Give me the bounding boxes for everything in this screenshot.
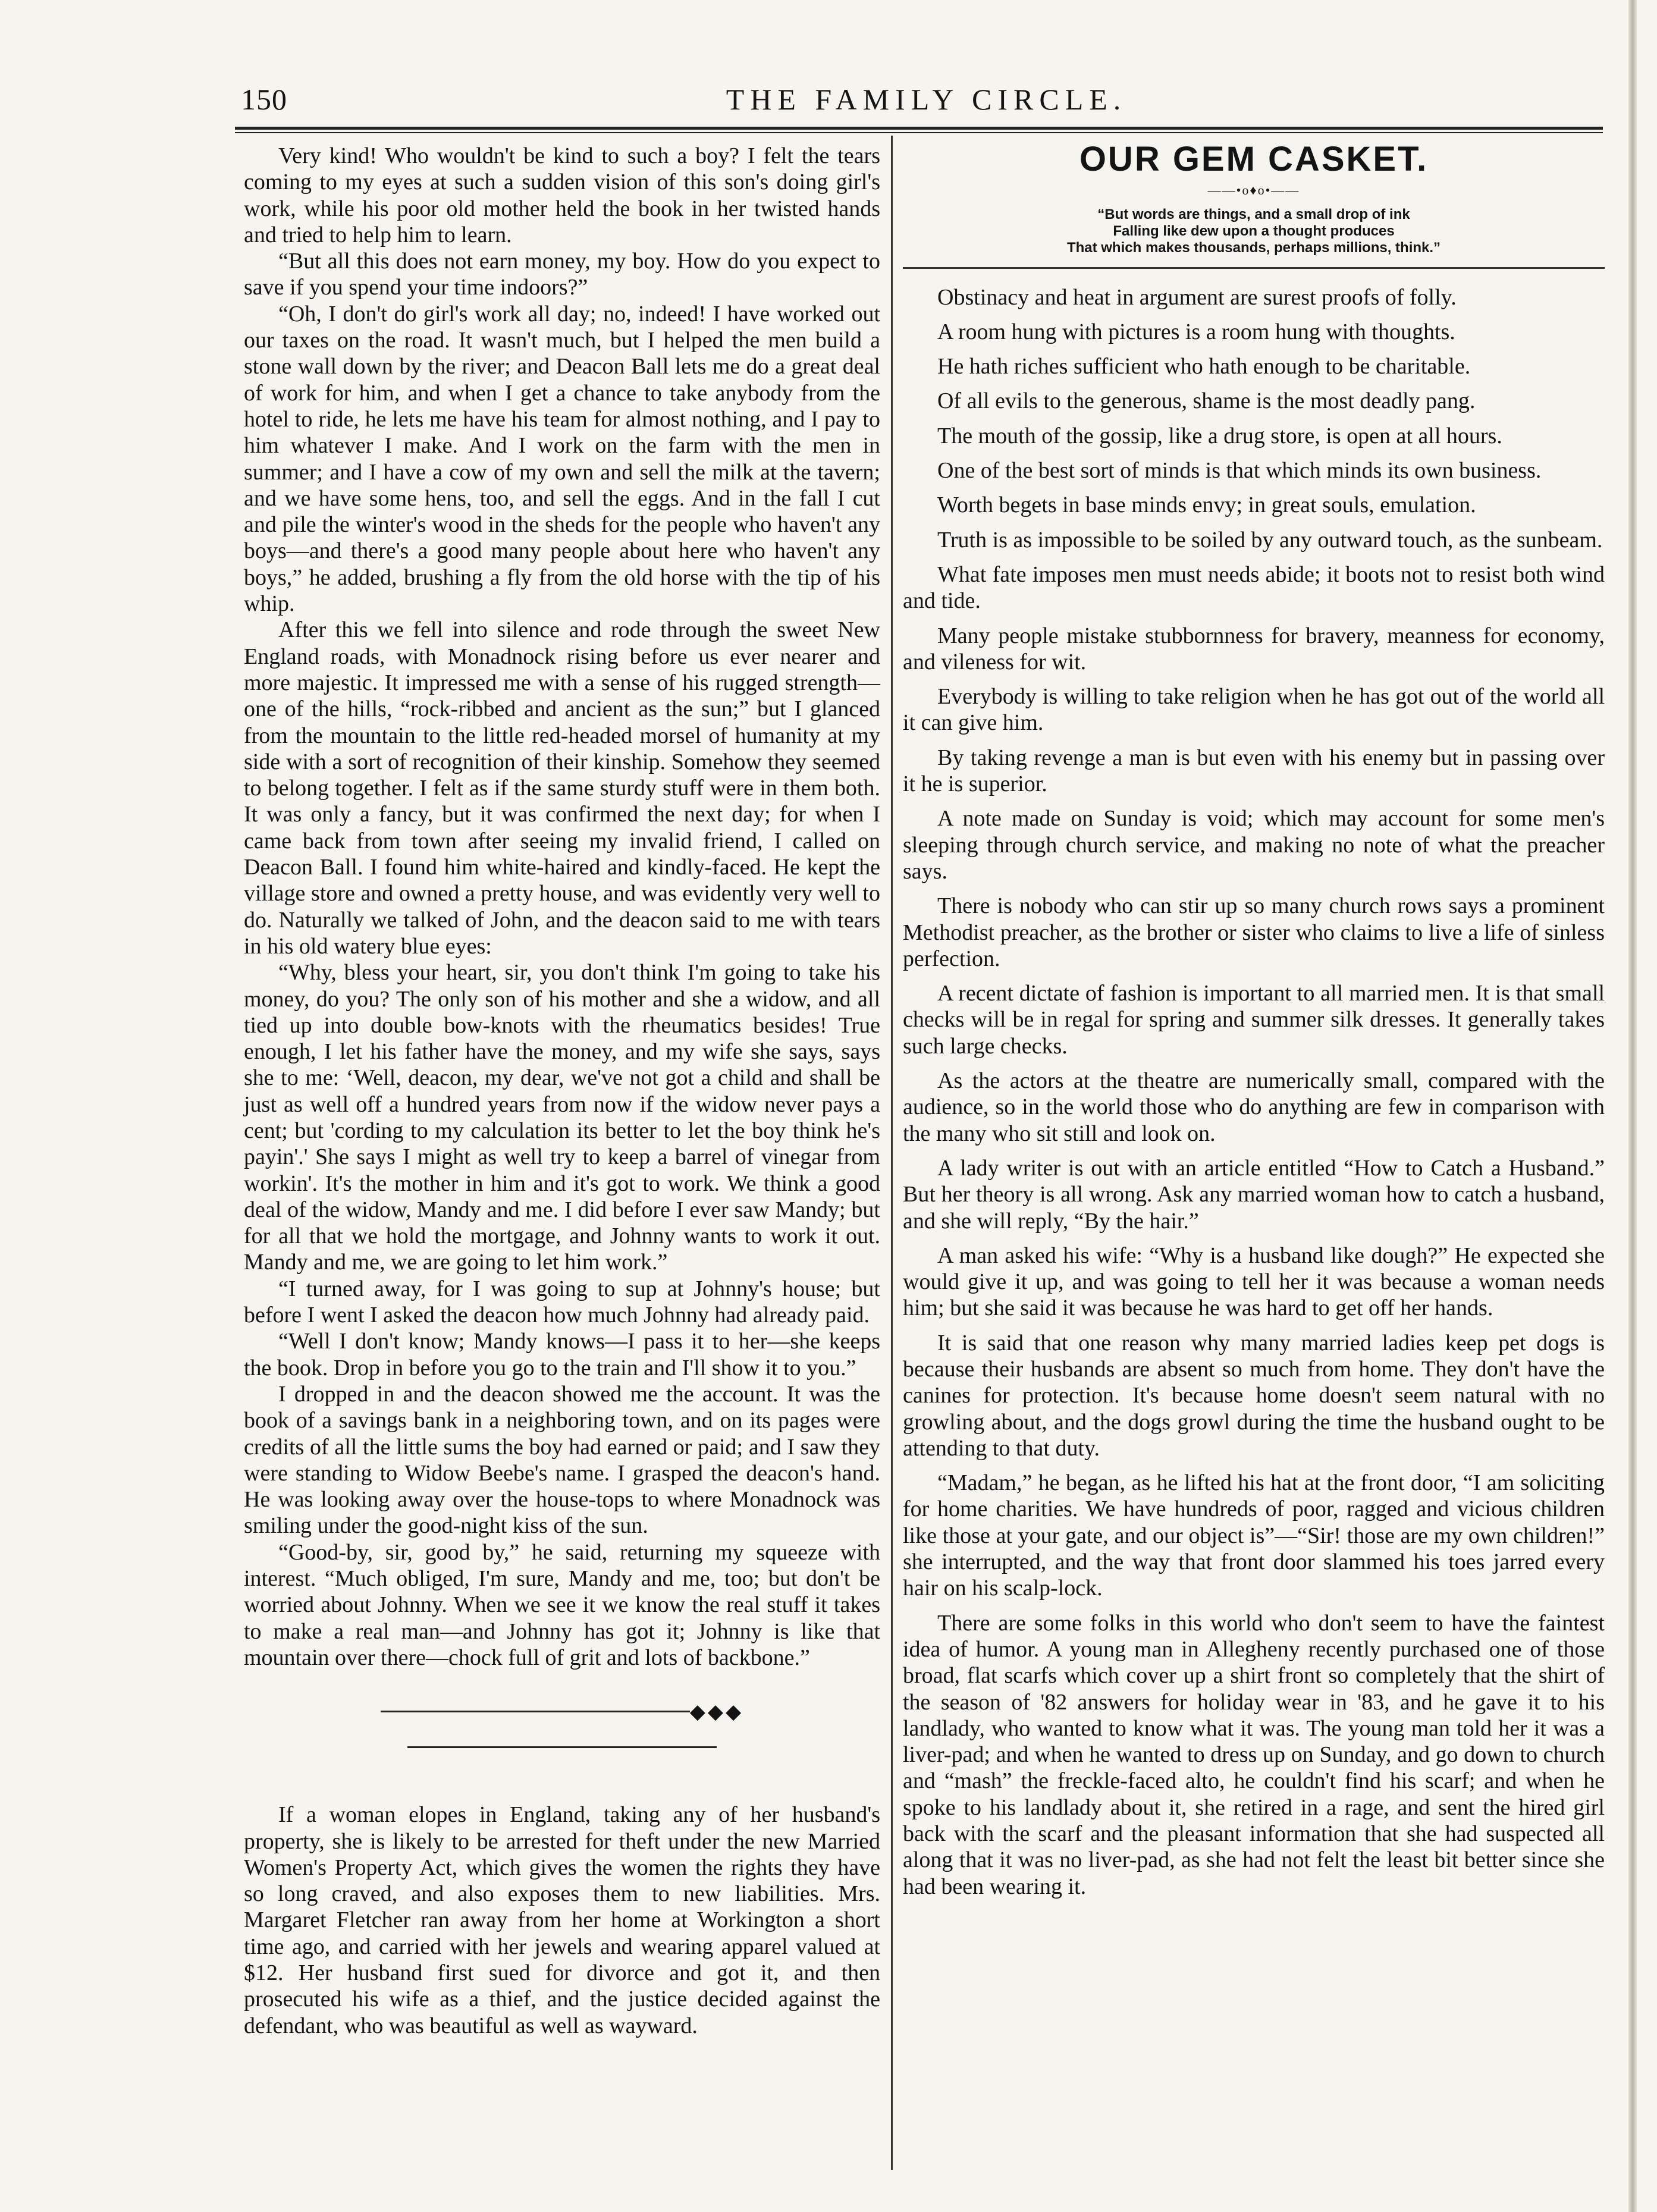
header-rule — [235, 127, 1603, 133]
gem-item: It is said that one reason why many married ladies keep pet dogs is because their husbands are absent so much from home. They don't have the canines for protection. It's because home doesn't seem natural with no growling about, and the dogs growl during the time the husband ought to be attending to that duty. — [903, 1330, 1605, 1461]
gem-item: A man asked his wife: “Why is a husband like dough?” He expected she would give it up, and was going to tell her it was because a woman needs him; but she said it was because he was hard to get off her hands. — [903, 1243, 1605, 1321]
gem-item: As the actors at the theatre are numerically small, compared with the audience, so in the world those who do anything are few in comparison with the many who sit still and look on. — [903, 1068, 1605, 1146]
epigraph — [903, 206, 1605, 256]
gem-item: What fate imposes men must needs abide; it boots not to resist both wind and tide. — [903, 561, 1605, 614]
running-header — [241, 82, 1612, 124]
story-paragraph: “I turned away, for I was going to sup at Johnny's house; but before I went I asked the deacon how much Johnny had already paid. — [244, 1276, 880, 1328]
gem-item: The mouth of the gossip, like a drug store, is open at all hours. — [937, 423, 1502, 448]
page-edge — [1628, 0, 1637, 2212]
right-column — [903, 140, 1605, 1908]
gem-item: Obstinacy and heat in argument are surest proofs of folly. — [937, 284, 1457, 310]
gem-item: Truth is as impossible to be soiled by any outward touch, as the sunbeam. — [937, 527, 1603, 553]
running-title: THE FAMILY CIRCLE. — [726, 83, 1127, 116]
title-ornament: ——•o♦o•—— — [1207, 183, 1300, 198]
story-paragraph: “Well I don't know; Mandy knows—I pass it to her—she keeps the book. Drop in before you go to the train and I'll show it to you.” — [244, 1329, 880, 1380]
gem-rule — [903, 267, 1605, 269]
gem-item: Worth begets in base minds envy; in great souls, emulation. — [937, 492, 1476, 518]
gem-list — [903, 284, 1605, 1900]
gem-item: One of the best sort of minds is that which minds its own business. — [937, 458, 1542, 484]
story-paragraph: “Oh, I don't do girl's work all day; no, indeed! I have worked out our taxes on the road. It wasn't much, but I helped the men build a stone wall down by the river; and Deacon Ball lets me do a great deal of work for him, and when I get a chance to take anybody from the hotel to ride, he lets me have his team for almost nothing, and I pay to him whatever I make. And I work on the farm with the men in summer; and I have a cow of my own and sell the milk at the tavern; and we have some hens, too, and sell the eggs. And in the fall I cut and pile the winter's wood in the sheds for the people who haven't any boys—and there's a good many people about here who haven't any boys,” he added, brushing a fly from the old horse with the tip of his whip. — [244, 301, 880, 617]
story-paragraph: After this we fell into silence and rode through the sweet New England roads, with Monadnock rising before us ever nearer and more majestic. It impressed me with a sense of his rugged strength—one of the hills, “rock-ribbed and ancient as the sun;” but I glanced from the mountain to the little red-headed morsel of humanity at my side with a sort of recognition of their kinship. Somehow they seemed to belong together. I felt as if the same sturdy stuff were in them both. It was only a fancy, but it was confirmed the next day; for when I came back from town after seeing my invalid friend, I called on Deacon Ball. I found him white-haired and kindly-faced. He kept the village store and owned a pretty house, and was evidently very well to do. Naturally we talked of John, and the deacon said to me with tears in his old watery blue eyes: — [244, 617, 880, 959]
epigraph-line: “But words are things, and a small drop of ink — [1097, 206, 1410, 222]
gem-item: A recent dictate of fashion is important to all married men. It is that small checks will be in regal for spring and summer silk dresses. It generally takes such large checks. — [903, 981, 1605, 1059]
gem-casket-title: OUR GEM CASKET. — [1079, 140, 1429, 178]
epigraph-line: That which makes thousands, perhaps millions, think.” — [1066, 239, 1441, 256]
news-paragraph: If a woman elopes in England, taking any of her husband's property, she is likely to be arrested for theft under the new Married Women's Property Act, which gives the women the rights they have so long craved, and also exposes them to new liabilities. Mrs. Margaret Fletcher ran away from her home at Workington a short time ago, and carried with her jewels and wearing apparel valued at $12. Her husband first sued for divorce and got it, and then prosecuted his wife as a thief, and the justice decided against the defendant, who was beautiful as well as wayward. — [244, 1802, 880, 2038]
gem-item: “Madam,” he began, as he lifted his hat at the front door, “I am soliciting for home charities. We have hundreds of poor, ragged and vicious children like those at your gate, and our object is”—“Sir! those are my own children!” she interrupted, and the way that front door slammed his toes jarred every hair on his scalp-lock. — [903, 1470, 1605, 1601]
section-separator — [244, 1695, 880, 1766]
gem-item: He hath riches sufficient who hath enough to be charitable. — [937, 354, 1471, 379]
story-paragraph: “Why, bless your heart, sir, you don't think I'm going to take his money, do you? The only son of his mother and she a widow, and all tied up into double bow-knots with the rheumatics besides! True enough, I let his father have the money, and my wife she says, says she to me: ‘Well, deacon, my dear, we've not got a child and shall be just as well off a hundred years from now if the widow never pays a cent; but 'cording to my calculation its better to let the boy think he's payin'.' She says I might as well try to keep a barrel of vinegar from workin'. It's the mother in him and it's got to work. We think a good deal of the widow, Mandy and me. I did before I ever saw Mandy; but for all that we hold the mortgage, and Johnny wants to work it out. Mandy and me, we are going to let him work.” — [244, 960, 880, 1275]
gem-item: Of all evils to the generous, shame is the most deadly pang. — [937, 388, 1476, 414]
gem-item: By taking revenge a man is but even with his enemy but in passing over it he is superior. — [903, 745, 1605, 797]
story-paragraph: I dropped in and the deacon showed me the account. It was the book of a savings bank in a neighboring town, and on its pages were credits of all the little sums the boy had earned or paid; and I saw they were standing to Widow Beebe's name. I grasped the deacon's hand. He was looking away over the house-tops to where Monadnock was smiling under the good-night kiss of the sun. — [244, 1381, 880, 1539]
gem-item: Many people mistake stubbornness for bravery, meanness for economy, and vileness for wit. — [903, 623, 1605, 674]
page-number: 150 — [241, 83, 287, 116]
gem-item: A note made on Sunday is void; which may account for some men's sleeping through church service, and making no note of what the preacher says. — [903, 806, 1605, 884]
gem-item: Everybody is willing to take religion when he has got out of the world all it can give him. — [903, 684, 1605, 736]
gem-item: A lady writer is out with an article entitled “How to Catch a Husband.” But her theory is all wrong. Ask any married woman how to catch a husband, and she will reply, “By the hair.” — [903, 1155, 1605, 1234]
epigraph-line: Falling like dew upon a thought produces — [1113, 222, 1395, 239]
story-paragraph: “Good-by, sir, good by,” he said, returning my squeeze with interest. “Much obliged, I'm sure, Mandy and me, too; but don't be worried about Johnny. When we see it we know the real stuff it takes to make a real man—and Johnny has got it; Johnny is like that mountain over there—chock full of grit and lots of backbone.” — [244, 1539, 880, 1670]
gem-item: There are some folks in this world who don't seem to have the faintest idea of humor. A young man in Allegheny recently purchased one of those broad, flat scarfs which cover up a shirt front so completely that the shirt of the season of '82 answers for holiday wear in '83, and he gave it to his landlady, who wanted to know what it was. The young man told her it was a liver-pad; and when he wanted to dress up on Sunday, and go down to church and “mash” the freckle-faced alto, he couldn't find his scarf; and when he spoke to his landlady about it, she retired in a rage, and sent the hired girl back with the scarf and the pleasant information that she had suspected all along that it was no liver-pad, as she had not felt the least bit better since she had been wearing it. — [903, 1610, 1605, 1899]
column-divider — [891, 136, 893, 2170]
story-paragraph: “But all this does not earn money, my boy. How do you expect to save if you spend your time indoors?” — [244, 249, 880, 300]
gem-item: There is nobody who can stir up so many church rows says a prominent Methodist preacher, as the brother or sister who claims to live a life of sinless perfection. — [903, 893, 1605, 971]
left-column — [244, 143, 880, 2039]
story-paragraph: Very kind! Who wouldn't be kind to such a boy? I felt the tears coming to my eyes at such a sudden vision of this son's doing girl's work, while his poor old mother held the book in her twisted hands and tried to help him to learn. — [244, 143, 880, 247]
separator-ornament: ◆◆◆ — [689, 1701, 744, 1724]
gem-item: A room hung with pictures is a room hung with thoughts. — [937, 319, 1455, 344]
